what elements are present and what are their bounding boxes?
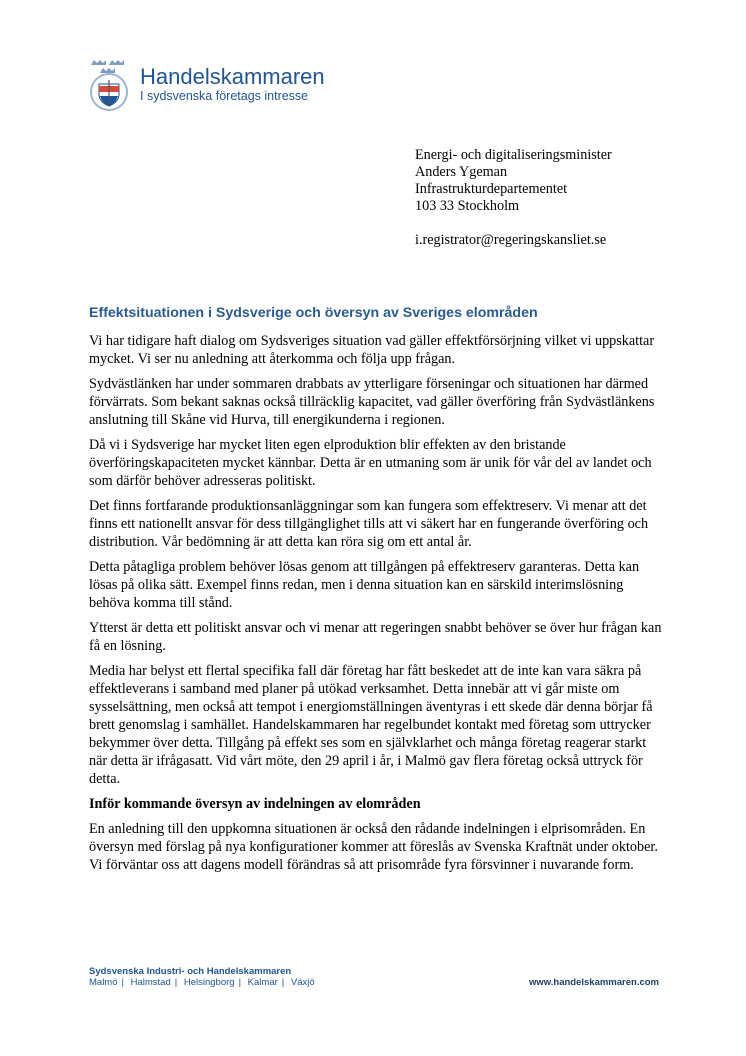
recipient-line: Infrastrukturdepartementet: [415, 181, 568, 197]
recipient-line: Anders Ygeman: [415, 164, 508, 180]
city: Helsingborg: [183, 977, 235, 988]
city: Kalmar: [247, 977, 278, 988]
footer-cities: Malmö | Halmstad | Helsingborg | Kalmar | Växjö: [89, 977, 315, 988]
recipient-line: 103 33 Stockholm: [415, 198, 520, 214]
recipient-line: Energi- och digitaliseringsminister: [415, 147, 612, 163]
city: Växjö: [290, 977, 315, 988]
city: Malmö: [89, 977, 118, 988]
paragraph: Vi har tidigare haft dialog om Sydsveriges situation vad gäller effektförsörjning vilket vi uppskattar mycket. Vi ser nu anledning att återkomma och följa upp frågan.: [89, 333, 655, 367]
footer-org: Sydsvenska Industri- och Handelskammaren: [89, 966, 292, 977]
footer-website[interactable]: www.handelskammaren.com: [528, 977, 659, 988]
paragraph: En anledning till den uppkomna situationen är också den rådande indelningen i elprisområden. En översyn med förslag på nya konfigurationer kommer att föreslås av Svenska Kraftnät under oktober. Vi förväntar oss att dagens modell förändras så att prisområde fyra försvinner i nuvarande form.: [89, 821, 658, 873]
logo-name: Handelskammaren: [140, 64, 325, 89]
letter-body: [89, 332, 664, 881]
paragraph: Detta påtagliga problem behöver lösas genom att tillgången på effektreserv garanteras. Detta kan lösas på olika sätt. Exempel finns redan, men i denna situation kan en särskild interimslösning behöva komma till stånd.: [89, 559, 640, 611]
city: Halmstad: [130, 977, 171, 988]
letter-title: Effektsituationen i Sydsverige och översyn av Sveriges elområden: [89, 305, 538, 321]
subheading: Inför kommande översyn av indelningen av elområden: [89, 796, 421, 812]
logo-tagline: I sydsvenska företags intresse: [140, 89, 309, 103]
seal-icon: [86, 56, 132, 112]
paragraph: Sydvästlänken har under sommaren drabbats av ytterligare förseningar och situationen har därmed förvärrats. Som bekant saknas också tillräcklig kapacitet, vad gäller överföring från Sydvästlänkens anslutning till Skåne vid Hurva, till energikunderna i regionen.: [89, 376, 655, 428]
recipient-email: i.registrator@regeringskansliet.se: [415, 232, 607, 248]
recipient-address: [415, 147, 612, 249]
paragraph: Ytterst är detta ett politiskt ansvar och vi menar att regeringen snabbt behöver se över hur frågan kan få en lösning.: [89, 620, 662, 654]
paragraph: Media har belyst ett flertal specifika fall där företag har fått beskedet att de inte kan vara säkra på effektleverans i samband med planer på utökad verksamhet. Detta innebär att vi går miste om sysselsättning, men också att tempot i energiomställningen äventyras i ett skede där denna börjar få brett genomslag i samhället. Handelskammaren har regelbundet kontakt med företag som uttrycker bekymmer över detta. Tillgång på effekt ses som en självklarhet och många företag reagerar starkt när detta är ifrågasatt. Vid vårt möte, den 29 april i år, i Malmö gav flera företag också uttryck för detta.: [89, 663, 653, 787]
paragraph: Det finns fortfarande produktionsanläggningar som kan fungera som effektreserv. Vi menar att det finns ett nationellt ansvar för dess tillgänglighet tills att vi säkert har en fungerande överföring och distribution. Vår bedömning är att detta kan röra sig om ett antal år.: [89, 498, 649, 550]
logo: [86, 56, 325, 112]
paragraph: Då vi i Sydsverige har mycket liten egen elproduktion blir effekten av den bristande överföringskapaciteten mycket kännbar. Detta är en utmaning som är unik för vår del av landet och som därför behöver adresseras politiskt.: [89, 437, 652, 489]
footer: [89, 966, 659, 988]
